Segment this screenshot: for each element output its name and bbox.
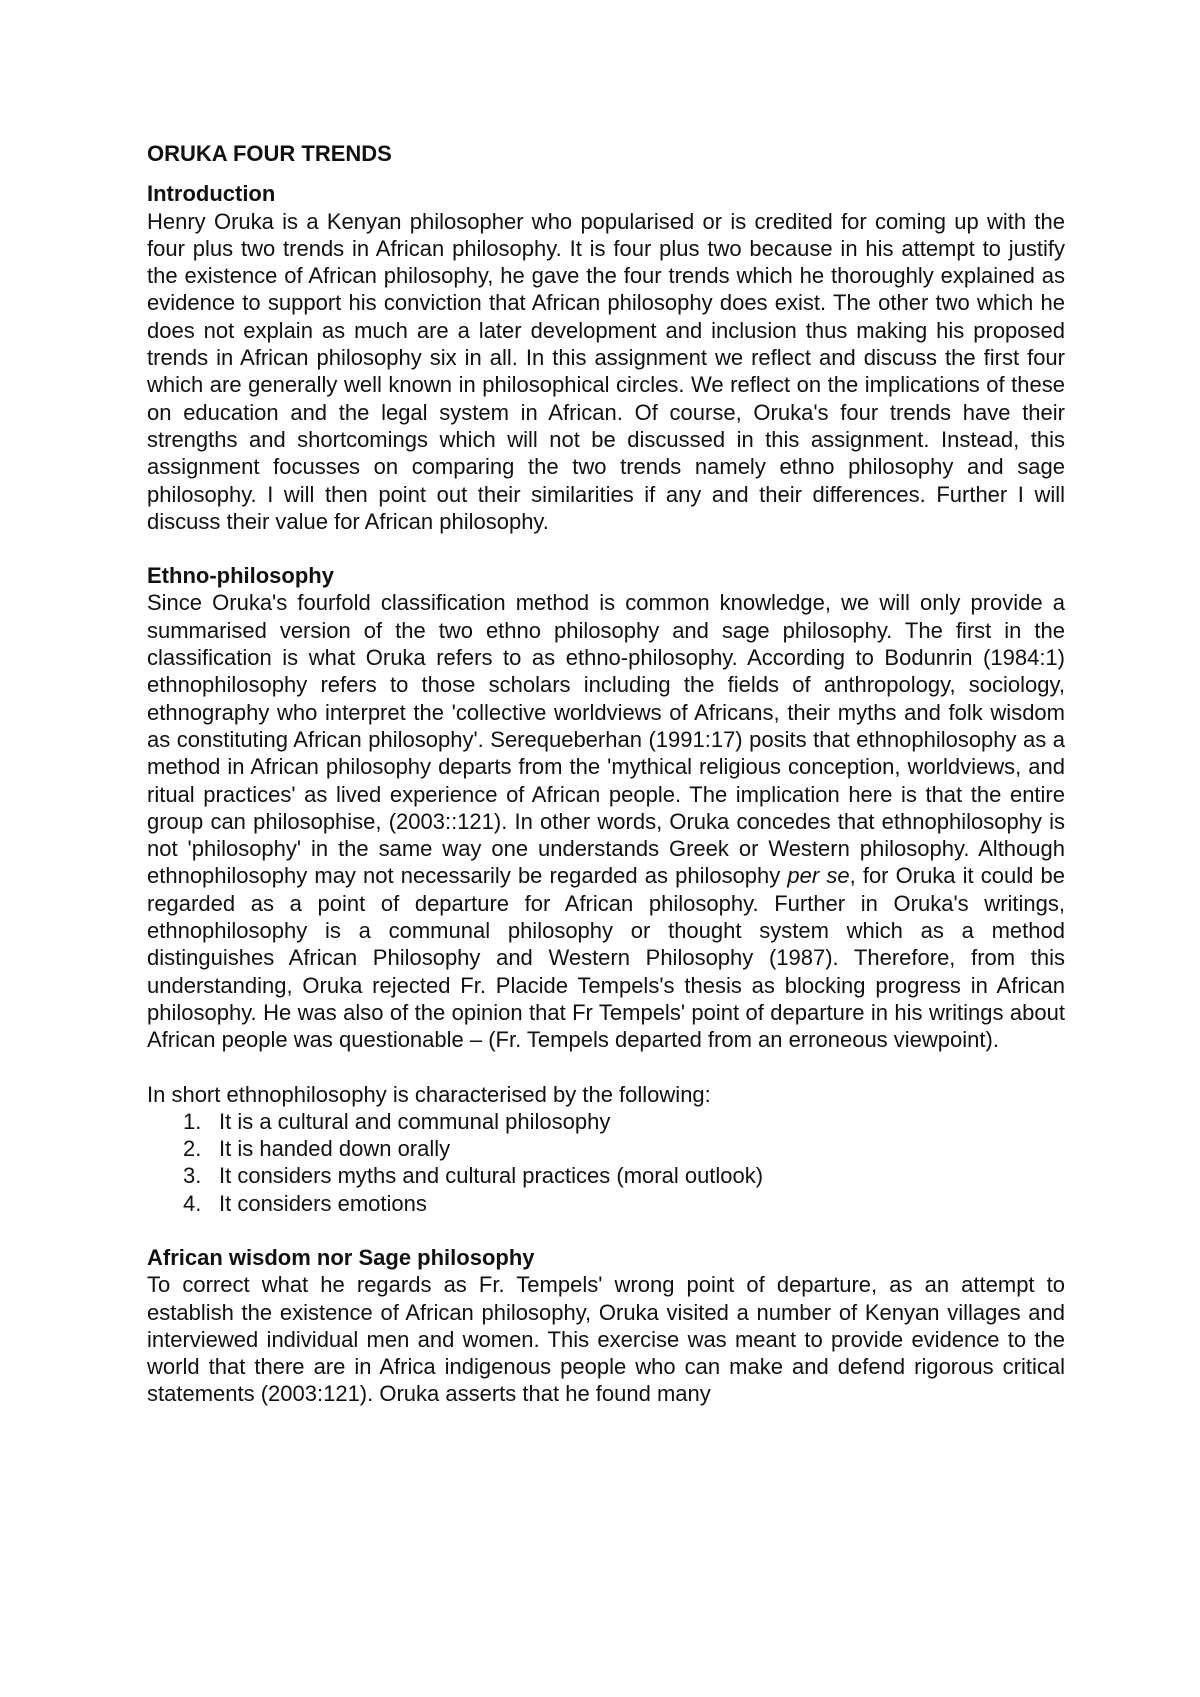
list-item (183, 1162, 1065, 1189)
introduction-heading: Introduction (147, 181, 276, 207)
document-page (147, 140, 1065, 1408)
spacer (147, 535, 1065, 562)
list-text: It considers emotions (219, 1190, 427, 1216)
ethno-text-part-1: Since Oruka's fourfold classification method is common knowledge, we will only provide a summarised version of the two ethno philosophy and sage philosophy. The first in the classification is what Oruka refers to as ethno-philosophy. According to Bodunrin (1984:1) ethnophilosophy refers to those scholars including the fields of anthropology, sociology, ethnography who interpret the 'collective worldviews of Africans, their myths and folk wisdom as constituting African philosophy'. Serequeberhan (1991:17) posits that ethnophilosophy as a method in African philosophy departs from the 'mythical religious conception, worldviews, and ritual practices' as lived experience of African people. The implication here is that the entire group can philosophise, (2003::121). In other words, Oruka concedes that ethnophilosophy is not 'philosophy' in the same way one understands Greek or Western philosophy. Although ethnophilosophy may not necessarily be regarded as philosophy (147, 590, 1065, 889)
list-number: 2. (183, 1136, 202, 1162)
sage-philosophy-heading: African wisdom nor Sage philosophy (147, 1244, 535, 1270)
spacer (147, 1054, 1065, 1081)
list-item (183, 1108, 1065, 1135)
list-number: 4. (183, 1190, 202, 1216)
list-text: It is a cultural and communal philosophy (219, 1108, 611, 1134)
sage-philosophy-paragraph: To correct what he regards as Fr. Tempels' wrong point of departure, as an attempt to establish the existence of African philosophy, Oruka visited a number of Kenyan villages and interviewed individual men and women. This exercise was meant to provide evidence to the world that there are in Africa indigenous people who can make and defend rigorous critical statements (2003:121). Oruka asserts that he found many (147, 1272, 1065, 1407)
italic-per-se: per se (787, 863, 850, 889)
list-text: It is handed down orally (219, 1136, 451, 1162)
list-item (183, 1190, 1065, 1217)
introduction-paragraph: Henry Oruka is a Kenyan philosopher who popularised or is credited for coming up with the four plus two trends in African philosophy. It is four plus two because in his attempt to justify the existence of African philosophy, he gave the four trends which he thoroughly explained as evidence to support his conviction that African philosophy does exist. The other two which he does not explain as much are a later development and inclusion thus making his proposed trends in African philosophy six in all. In this assignment we reflect and discuss the first four which are generally well known in philosophical circles. We reflect on the implications of these on education and the legal system in African. Of course, Oruka's four trends have their strengths and shortcomings which will not be discussed in this assignment. Instead, this assignment focusses on comparing the two trends namely ethno philosophy and sage philosophy. I will then point out their similarities if any and their differences. Further I will discuss their value for African philosophy. (147, 208, 1065, 534)
ethno-text-part-2: , for Oruka it could be regarded as a point of departure for African philosophy. Further in Oruka's writings, ethnophilosophy is a communal philosophy or thought system which as a method distinguishes African Philosophy and Western Philosophy (1987). Therefore, from this understanding, Oruka rejected Fr. Placide Tempels's thesis as blocking progress in African philosophy. He was also of the opinion that Fr Tempels' point of departure in his writings about African people was questionable – (Fr. Tempels departed from an erroneous viewpoint). (147, 863, 1065, 1053)
list-text: It considers myths and cultural practices (moral outlook) (219, 1163, 764, 1189)
document-title: ORUKA FOUR TRENDS (147, 141, 392, 166)
ethno-philosophy-paragraph (147, 589, 1065, 1053)
list-intro: In short ethnophilosophy is characterised by the following: (147, 1081, 711, 1107)
list-number: 1. (183, 1108, 202, 1134)
list-item (183, 1135, 1065, 1162)
list-number: 3. (183, 1163, 202, 1189)
characteristics-list (147, 1108, 1065, 1217)
spacer (147, 1217, 1065, 1244)
ethno-philosophy-heading: Ethno-philosophy (147, 563, 334, 589)
